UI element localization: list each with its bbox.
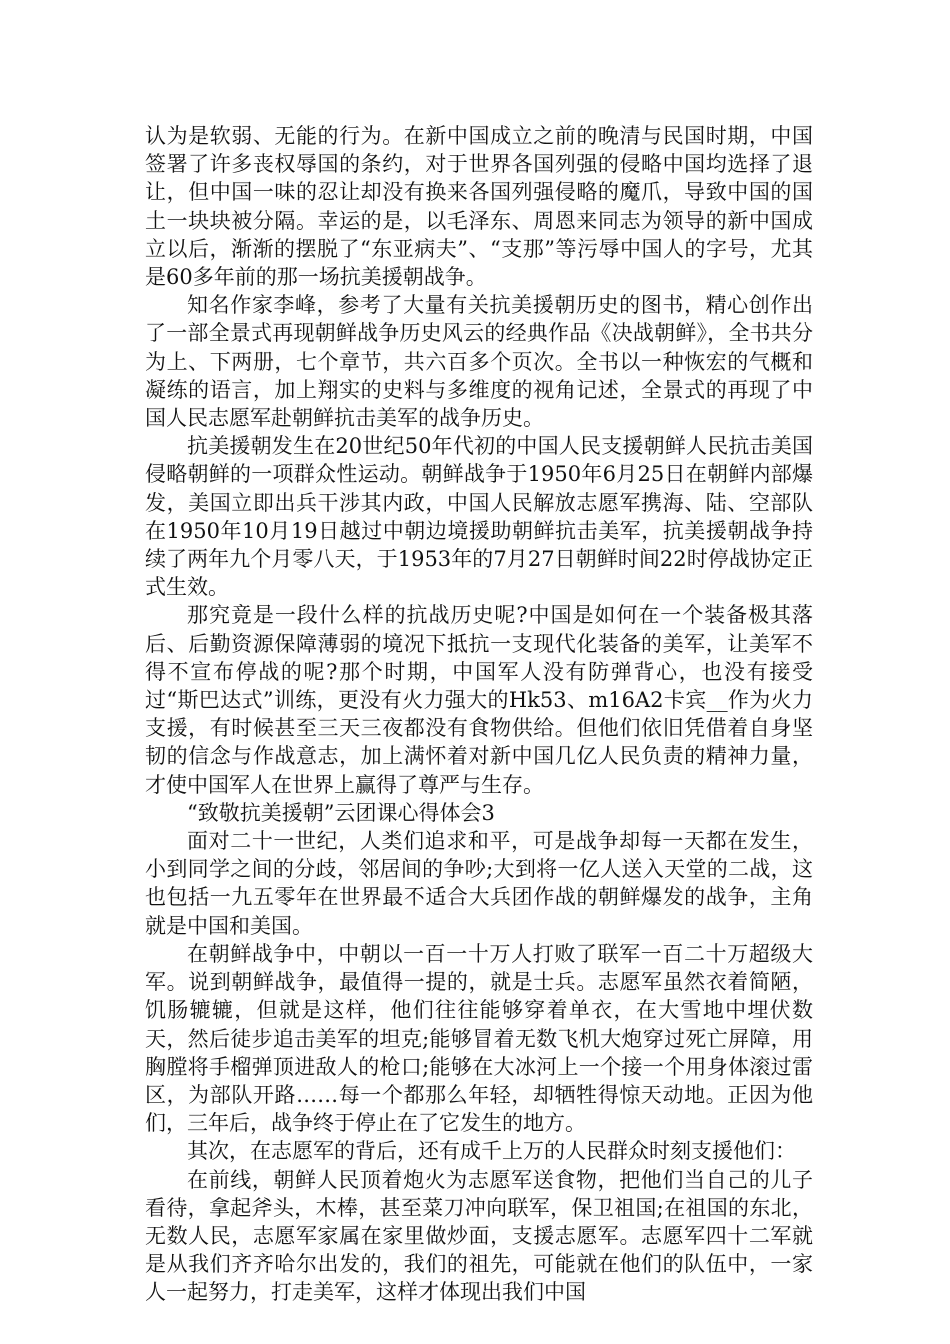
paragraph: 在朝鲜战争中，中朝以一百一十万人打败了联军一百二十万超级大军。说到朝鲜战争，最值得一提的，就是士兵。志愿军虽然衣着简陋，饥肠辘辘，但就是这样，他们往往能够穿着单衣，在大雪地中埋伏数天，然后徒步追击美军的坦克;能够冒着无数飞机大炮穿过死亡屏障，用胸膛将手榴弹顶进敌人的枪口;能够在大冰河上一个接一个用身体滚过雷区，为部队开路……每一个都那么年轻，却牺牲得惊天动地。正因为他们，三年后，战争终于停止在了它发生的地方。 <box>145 941 813 1136</box>
paragraph: 在前线，朝鲜人民顶着炮火为志愿军送食物，把他们当自己的儿子看待，拿起斧头，木棒，甚至菜刀冲向联军，保卫祖国;在祖国的东北，无数人民，志愿军家属在家里做炒面，支援志愿军。志愿军四十二军就是从我们齐齐哈尔出发的，我们的祖先，可能就在他们的队伍中，一家人一起努力，打走美军，这样才体现出我们中国 <box>145 1167 813 1305</box>
section-heading: “致敬抗美援朝”云团课心得体会3 <box>187 800 495 825</box>
paragraph: 面对二十一世纪，人类们追求和平，可是战争却每一天都在发生，小到同学之间的分歧，邻居间的争吵;大到将一亿人送入天堂的二战，这也包括一九五零年在世界最不适合大兵团作战的朝鲜爆发的战争，主角就是中国和美国。 <box>145 829 813 938</box>
paragraph: 那究竟是一段什么样的抗战历史呢?中国是如何在一个装备极其落后、后勤资源保障薄弱的境况下抵抗一支现代化装备的美军，让美军不得不宣布停战的呢?那个时期，中国军人没有防弹背心，也没有接受过“斯巴达式”训练，更没有火力强大的Hk53、m16A2卡宾__作为火力支援，有时候甚至三天三夜都没有食物供给。但他们依旧凭借着自身坚韧的信念与作战意志，加上满怀着对新中国几亿人民负责的精神力量，才使中国军人在世界上赢得了尊严与生存。 <box>145 603 813 797</box>
paragraph: 知名作家李峰，参考了大量有关抗美援朝历史的图书，精心创作出了一部全景式再现朝鲜战争历史风云的经典作品《决战朝鲜》，全书共分为上、下两册，七个章节，共六百多个页次。全书以一种恢宏的气概和凝练的语言，加上翔实的史料与多维度的视角记述，全景式的再现了中国人民志愿军赴朝鲜抗击美军的战争历史。 <box>145 293 813 431</box>
paragraph: 其次，在志愿军的背后，还有成千上万的人民群众时刻支援他们： <box>187 1139 796 1164</box>
document-body <box>145 122 813 1307</box>
paragraph: 认为是软弱、无能的行为。在新中国成立之前的晚清与民国时期，中国签署了许多丧权辱国的条约，对于世界各国列强的侵略中国均选择了退让，但中国一味的忍让却没有换来各国列强侵略的魔爪，导致中国的国土一块块被分隔。幸运的是，以毛泽东、周恩来同志为领导的新中国成立以后，渐渐的摆脱了“东亚病夫”、“支那”等污辱中国人的字号，尤其是60多年前的那一场抗美援朝战争。 <box>145 124 813 290</box>
paragraph: 抗美援朝发生在20世纪50年代初的中国人民支援朝鲜人民抗击美国侵略朝鲜的一项群众性运动。朝鲜战争于1950年6月25日在朝鲜内部爆发，美国立即出兵干涉其内政，中国人民解放志愿军携海、陆、空部队在1950年10月19日越过中朝边境援助朝鲜抗击美军，抗美援朝战争持续了两年九个月零八天，于1953年的7月27日朝鲜时间22时停战协定正式生效。 <box>145 434 813 600</box>
